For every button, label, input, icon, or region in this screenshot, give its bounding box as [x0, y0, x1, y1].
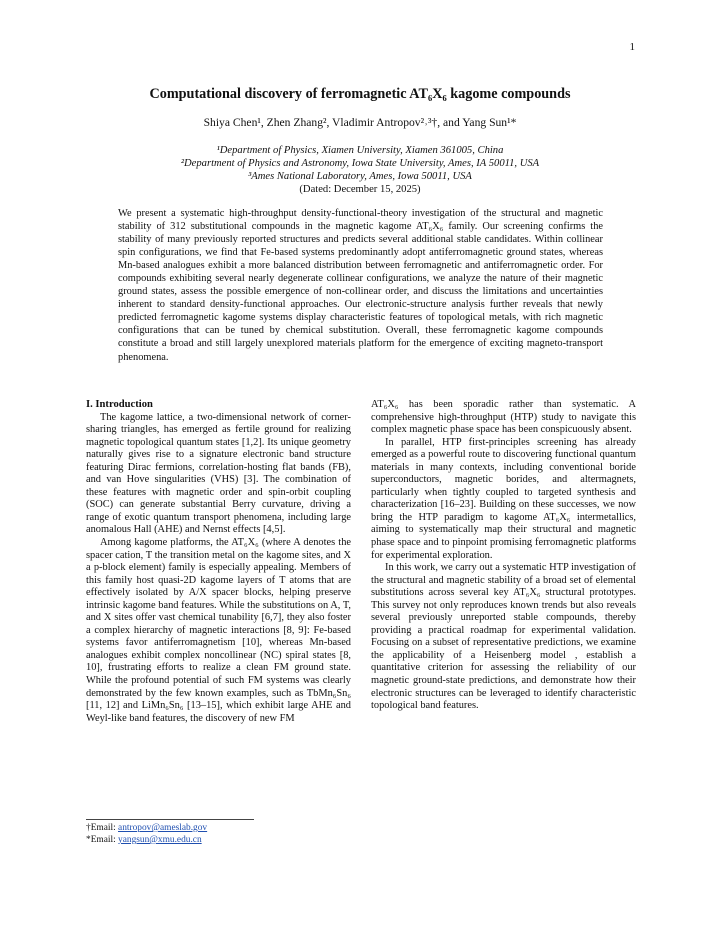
body-paragraph: In this work, we carry out a systematic HTP investigation of the structural and magnetic stability of a broad set of elemental substitutions across several key AT₆X₆ structural prototypes. This survey not only reproduces known trends but also reveals several previously unreported stable compounds, thereby providing a practical roadmap for experimental validation. Focusing on a subset of representative predictions, we examine the applicability of a Heisenberg model , establish a quantitative criterion for assessing the reliability of our magnetic ground-state predictions, and demonstrate how their electronic structures can be leveraged to identify characteristic topological band features. [371, 562, 636, 712]
affiliation-block [0, 144, 720, 196]
footnote-2 [86, 834, 207, 846]
email-link[interactable]: yangsun@xmu.edu.cn [118, 835, 202, 845]
body-paragraph: In parallel, HTP first-principles screening has already emerged as a powerful route to discovering functional quantum materials in many contexts, including conventional boride superconductors, magnetic borides, and altermagnets, particularly when tightly coupled to targeted synthesis and characterization [16–23]. Building on these successes, we now bring the HTP paradigm to kagome AT₆X₆ intermetallics, aiming to systematically map their structural and magnetic phase space and to pinpoint promising ferromagnetic platforms for experimental exploration. [371, 436, 636, 561]
footnotes [86, 822, 207, 846]
body-paragraph: The kagome lattice, a two-dimensional network of corner-sharing triangles, has emerged as fertile ground for realizing magnetic topological quantum states [1,2]. Its unique geometry naturally gives rise to a signature electronic band structure featuring Dirac fermions, correlation-hosting flat bands (FB), and van Hove singularities (VHS) [3]. The combination of these features with magnetic order and spin-orbit coupling (SOC) can generate substantial Berry curvature, driving a range of exotic quantum transport phenomena, including large anomalous Hall (AHE) and Nernst effects [4,5]. [86, 411, 351, 536]
footnote-1 [86, 822, 207, 834]
affiliation-2: ²Department of Physics and Astronomy, Iowa State University, Ames, IA 50011, USA [180, 158, 540, 169]
author-list: Shiya Chen¹, Zhen Zhang², Vladimir Antropov²˒³†, and Yang Sun¹* [203, 116, 517, 129]
left-column [86, 399, 351, 725]
dated-line: (Dated: December 15, 2025) [299, 184, 421, 195]
right-column [371, 399, 636, 713]
body-paragraph: Among kagome platforms, the AT₆X₆ (where A denotes the spacer cation, T the transition metal on the kagome sites, and X a p-block element) family is especially appealing. Members of this family host quasi-2D kagome layers of T atoms that are effectively isolated by A/X spacer blocks, helping preserve intrinsic kagome band features. While the substitutions on A, T, and X sites offer vast chemical tunability [6,7], they also foster a complex hierarchy of magnetic interactions [8, 9]: Fe-based systems favor antiferromagnetism [10], whereas Mn-based analogues exhibit complex noncollinear (NC) spiral states [8, 10], frustrating efforts to realize a clean FM ground state. While the profound potential of such FM systems was clearly demonstrated by the few known examples, such as TbMn₆Sn₆ [11, 12] and LiMn₆Sn₆ [13–15], which exhibit large AHE and Weyl-like band features, the discovery of new FM [86, 537, 351, 724]
email-link[interactable]: antropov@ameslab.gov [118, 823, 208, 833]
body-paragraph: AT₆X₆ has been sporadic rather than systematic. A comprehensive high-throughput (HTP) study to navigate this complex magnetic phase space has been conspicuously absent. [371, 399, 636, 436]
paper-title: Computational discovery of ferromagnetic AT₆X₆ kagome compounds [149, 86, 571, 102]
affiliation-1: ¹Department of Physics, Xiamen University, Xiamen 361005, China [216, 145, 504, 156]
page-number: 1 [629, 41, 635, 53]
section-heading: I. Introduction [86, 399, 153, 410]
footnote-label: †Email: [86, 823, 119, 833]
footnote-label: *Email: [86, 835, 119, 845]
affiliation-3: ³Ames National Laboratory, Ames, Iowa 50011, USA [248, 171, 472, 182]
footnote-divider [86, 819, 254, 820]
abstract: We present a systematic high-throughput density-functional-theory investigation of the structural and magnetic stability of 312 substitutional compounds in the magnetic kagome AT₆X₆ family. Our screening confirms the stability of many previously reported structures and predicts several additional stable candidates. Within collinear spin configurations, we find that Fe-based systems predominantly adopt antiferromagnetic ground states, whereas Mn-based analogues exhibit a more balanced distribution between ferromagnetic and antiferromagnetic order. For compounds exhibiting several nearly degenerate collinear configurations, we analyze the nature of their magnetic ground states, assess the possible emergence of non-collinear order, and discuss the limitations and uncertainties inherent to standard density-functional approaches. Our electronic-structure analysis further reveals that newly predicted ferromagnetic kagome systems display characteristic features of topological metals, with rich magnetic configurations that can be tuned by chemical substitution. Overall, these ferromagnetic kagome compounds constitute a broad and still largely unexplored materials platform for the emergence of exciting magneto-transport phenomena. [118, 208, 603, 363]
